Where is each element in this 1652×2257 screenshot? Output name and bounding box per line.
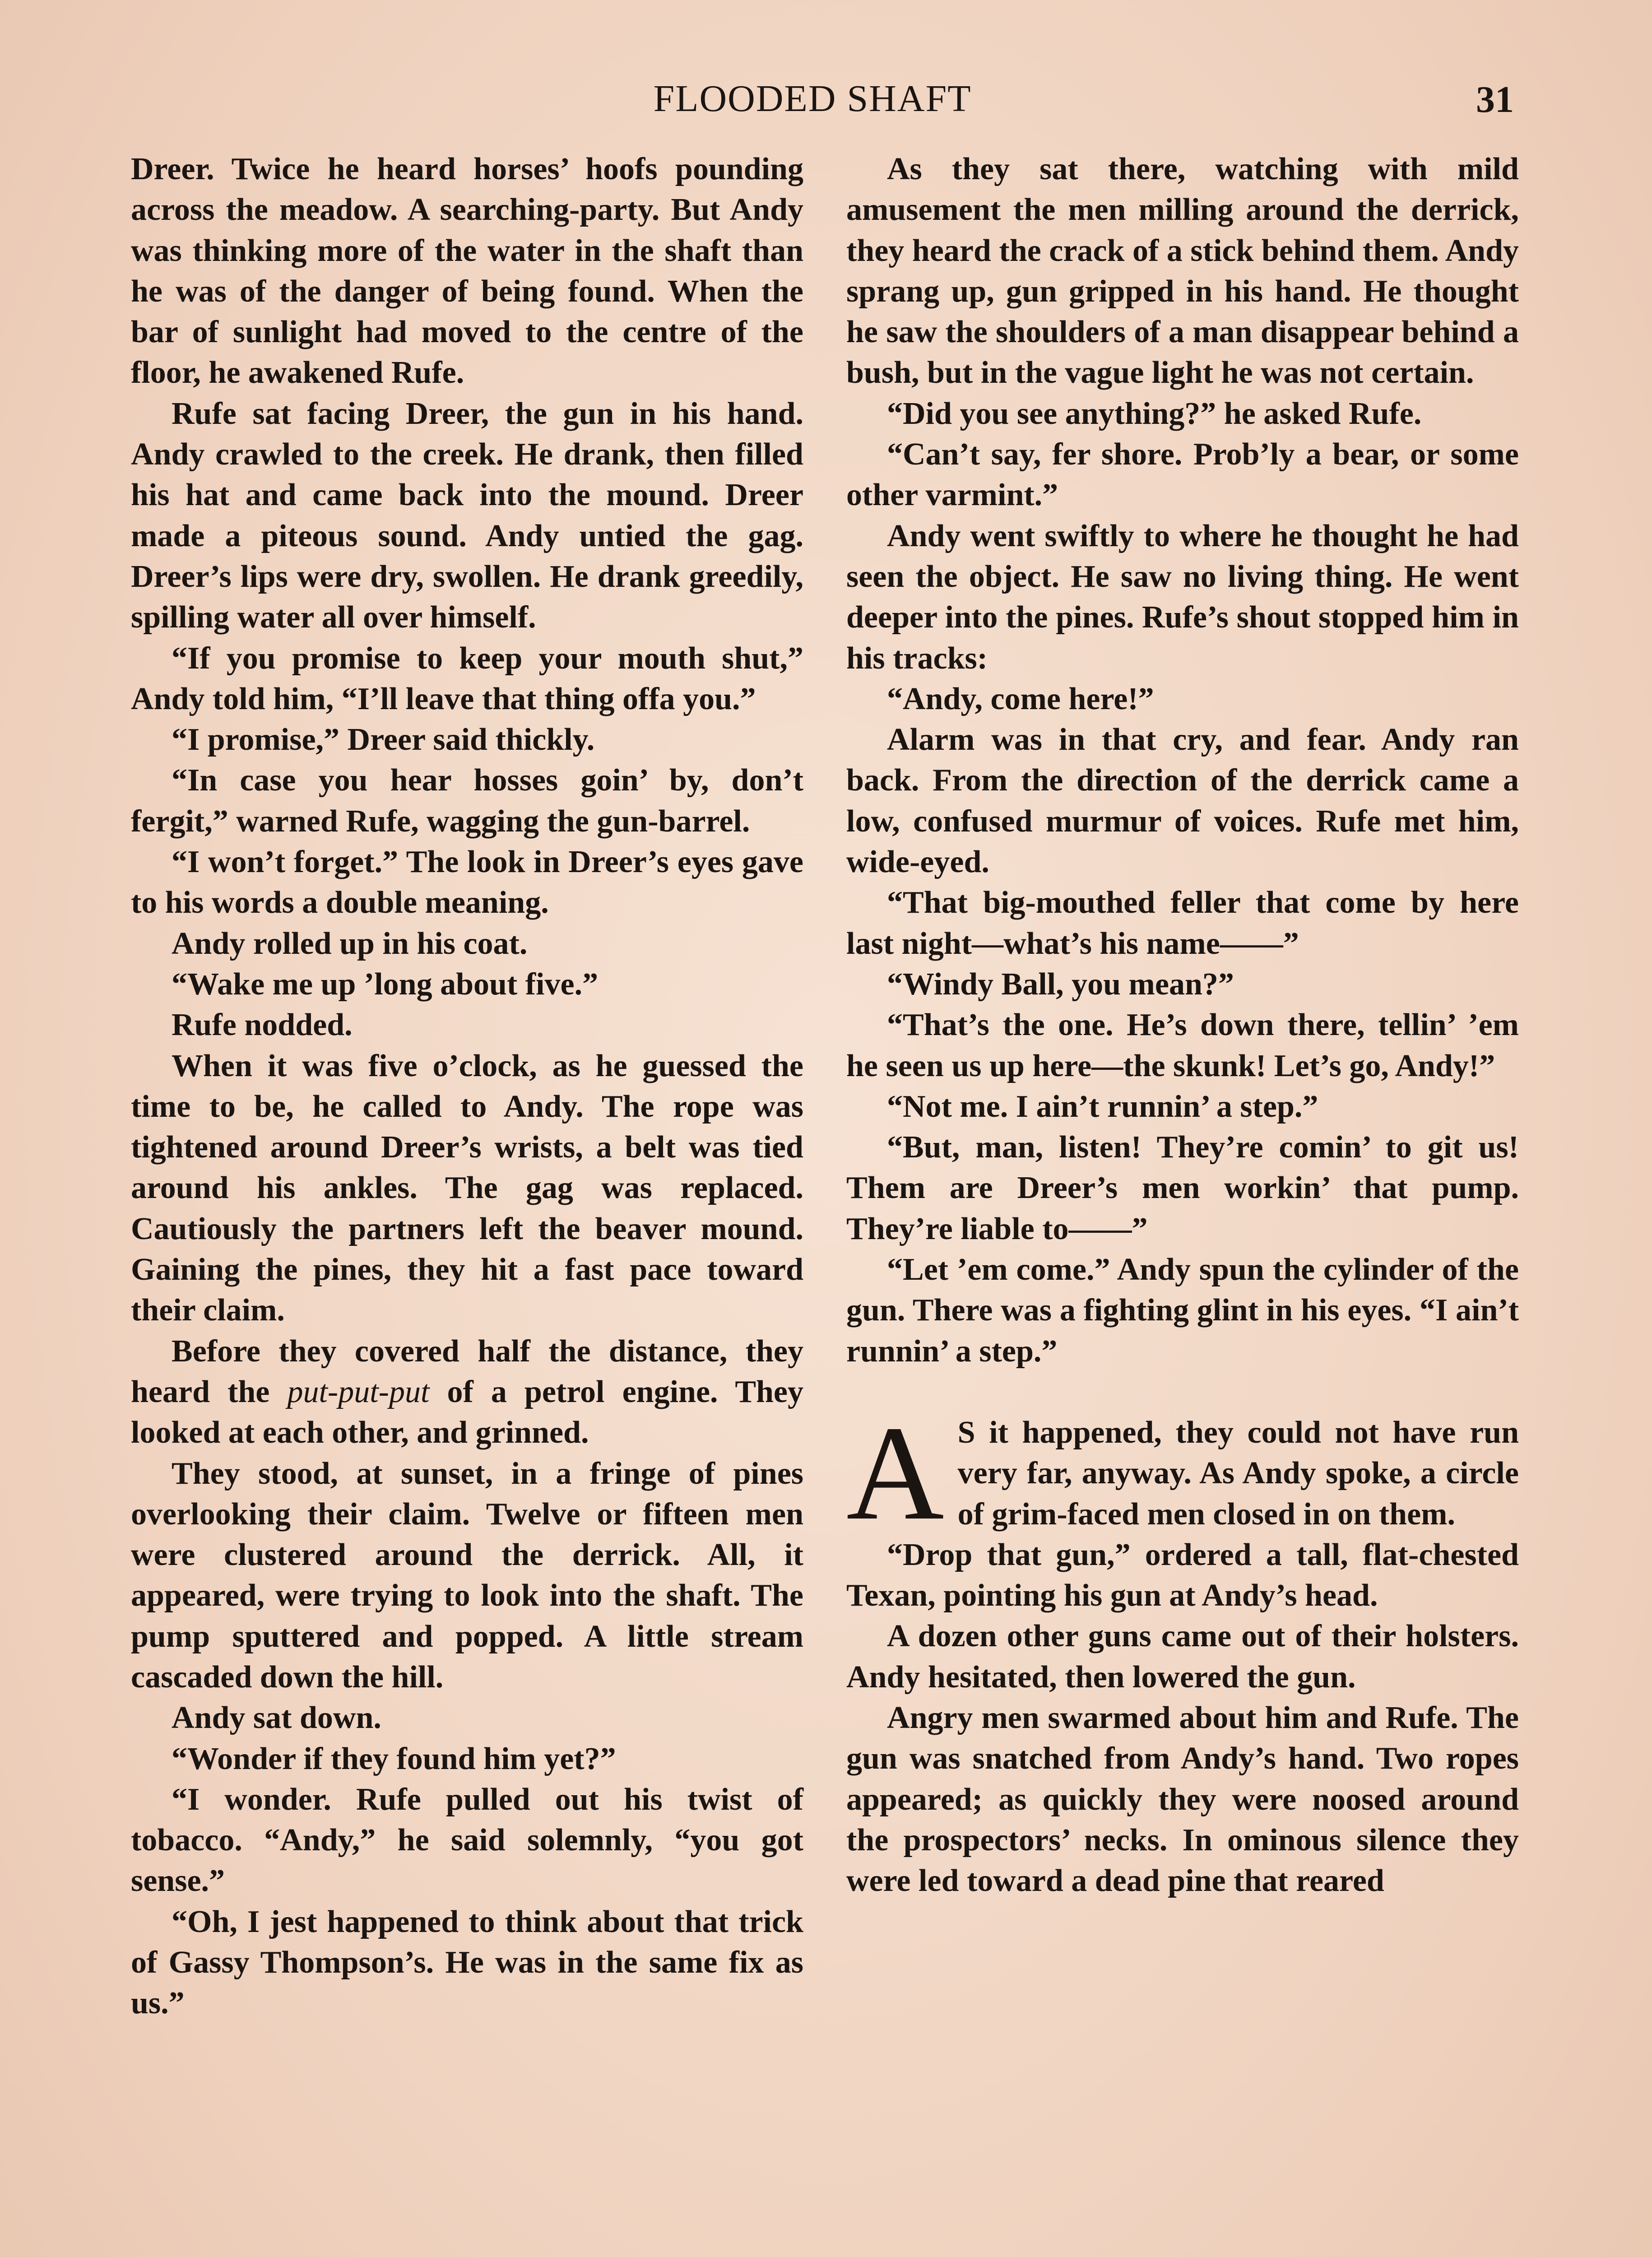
paragraph: As they sat there, watching with mild amusement the men milling around the derrick, they heard the crack of a stick behind them. Andy sprang up, gun gripped in his hand. He thought he saw the shoulders of a man disappear behind a bush, but in the vague light he was not certain.: [846, 152, 1519, 390]
text-run: S it happened, they could not have run very far, anyway. As Andy spoke, a circle of grim-faced men closed in on them.: [957, 1415, 1519, 1532]
left-column: [131, 149, 803, 2024]
paragraph: “Can’t say, fer shore. Prob’ly a bear, or some other varmint.”: [846, 437, 1519, 513]
italic-text: put-put-put: [287, 1374, 430, 1409]
paragraph: “Did you see anything?” he asked Rufe.: [887, 396, 1422, 431]
paragraph: “Andy, come here!”: [887, 681, 1154, 716]
paragraph: They stood, at sunset, in a fringe of pines overlooking their claim. Twelve or fifteen men were clustered around the derrick. All, it appeared, were trying to look into the shaft. The pump sputtered and popped. A little stream cascaded down the hill.: [131, 1456, 803, 1695]
paragraph: When it was five o’clock, as he guessed the time to be, he called to Andy. The rope was tightened around Dreer’s wrists, a belt was tied around his ankles. The gag was replaced. Cautiously the partners left the beaver mound. Gaining the pines, they hit a fast pace toward their claim.: [131, 1048, 803, 1328]
right-column: [846, 149, 1519, 1901]
paragraph: “If you promise to keep your mouth shut,” Andy told him, “I’ll leave that thing offa you.”: [131, 641, 803, 716]
paragraph: Alarm was in that cry, and fear. Andy ran back. From the direction of the derrick came a low, confused murmur of voices. Rufe met him, wide-eyed.: [846, 722, 1519, 880]
paragraph: Andy rolled up in his coat.: [172, 926, 528, 961]
paragraph: “Drop that gun,” ordered a tall, flat-chested Texan, pointing his gun at Andy’s head.: [846, 1537, 1519, 1613]
paragraph: “Windy Ball, you mean?”: [887, 966, 1234, 1002]
paragraph: [846, 1398, 1519, 1548]
paragraph: Angry men swarmed about him and Rufe. The gun was snatched from Andy’s hand. Two ropes appeared; as quickly they were noosed around the prospectors’ necks. In ominous silence they were led toward a dead pine that reared: [846, 1700, 1519, 1899]
text-run: Before they covered half the distance, they heard the: [131, 1333, 803, 1409]
paragraph: Andy sat down.: [172, 1700, 381, 1736]
paragraph: “Not me. I ain’t runnin’ a step.”: [887, 1089, 1318, 1124]
paragraph: Dreer. Twice he heard horses’ hoofs pounding across the meadow. A searching-party. But Andy was thinking more of the water in the shaft than he was of the danger of being found. When the bar of sunlight had moved to the centre of the floor, he awakened Rufe.: [131, 152, 803, 390]
paragraph: A dozen other guns came out of their holsters. Andy hesitated, then lowered the gun.: [846, 1619, 1519, 1695]
paragraph: “Oh, I jest happened to think about that trick of Gassy Thompson’s. He was in the same fix as us.”: [131, 1904, 803, 2021]
paragraph: Rufe sat facing Dreer, the gun in his hand. Andy crawled to the creek. He drank, then filled his hat and came back into the mound. Dreer made a piteous sound. Andy untied the gag. Dreer’s lips were dry, swollen. He drank greedily, spilling water all over himself.: [131, 396, 803, 635]
paragraph: “I wonder. Rufe pulled out his twist of tobacco. “Andy,” he said solemnly, “you got sense.”: [131, 1782, 803, 1899]
paragraph: “I won’t forget.” The look in Dreer’s eyes gave to his words a double meaning.: [131, 845, 803, 920]
paragraph: Rufe nodded.: [172, 1008, 353, 1043]
running-head: FLOODED SHAFT: [653, 78, 972, 120]
paragraph: Andy went swiftly to where he thought he had seen the object. He saw no living thing. He went deeper into the pines. Rufe’s shout stopped him in his tracks:: [846, 518, 1519, 676]
paragraph: “In case you hear hosses goin’ by, don’t fergit,” warned Rufe, wagging the gun-barrel.: [131, 763, 803, 839]
paragraph: “Wake me up ’long about five.”: [172, 966, 599, 1002]
paragraph: “I promise,” Dreer said thickly.: [172, 722, 595, 757]
paragraph: “That big-mouthed feller that come by here last night—what’s his name——”: [846, 885, 1519, 961]
section-break: [846, 1372, 1519, 1412]
text-run: of a petrol engine. They looked at each other, and grinned.: [131, 1374, 804, 1450]
drop-cap: A: [846, 1398, 944, 1548]
paragraph: “That’s the one. He’s down there, tellin’ ’em he seen us up here—the skunk! Let’s go, Andy!”: [846, 1008, 1519, 1083]
page-number: 31: [1476, 79, 1514, 121]
paragraph: [131, 1331, 803, 1454]
paragraph: “Wonder if they found him yet?”: [172, 1741, 616, 1776]
paragraph: “But, man, listen! They’re comin’ to git us! Them are Dreer’s men workin’ that pump. They’re liable to——”: [846, 1130, 1519, 1246]
paragraph: “Let ’em come.” Andy spun the cylinder of the gun. There was a fighting glint in his eyes. “I ain’t runnin’ a step.”: [846, 1252, 1519, 1369]
